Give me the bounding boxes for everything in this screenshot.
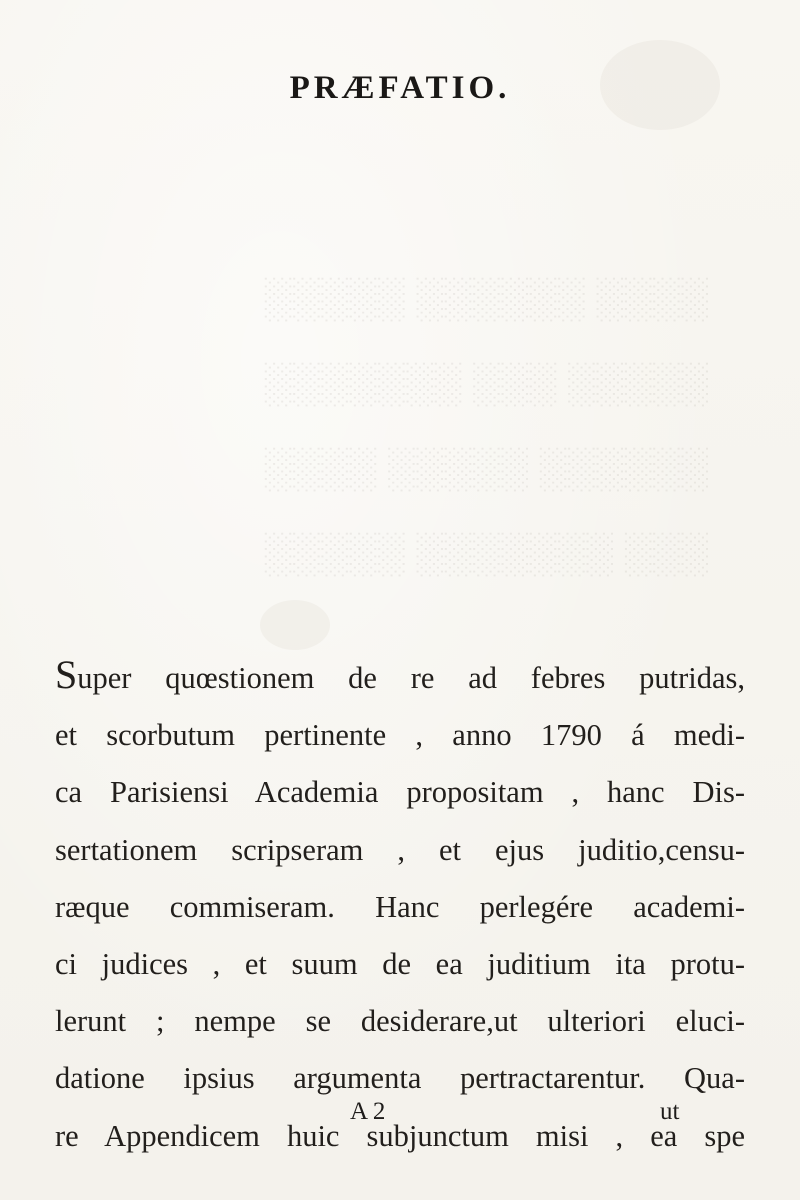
text-line: et scorbutum pertinente , anno 1790 á medi- bbox=[55, 718, 745, 753]
text-line: ca Parisiensi Academia propositam , hanc Dis- bbox=[55, 775, 745, 810]
text-line: lerunt ; nempe se desiderare,ut ulteriori eluci- bbox=[55, 1004, 745, 1039]
text-line-3 bbox=[55, 764, 745, 821]
signature-mark: A 2 bbox=[350, 1098, 386, 1125]
text-line-9 bbox=[55, 1108, 745, 1165]
text-line-1 bbox=[55, 650, 745, 707]
text-line: ræque commiseram. Hanc perlegére academi- bbox=[55, 889, 745, 924]
text-line-7 bbox=[55, 993, 745, 1050]
drop-cap: S bbox=[55, 652, 78, 697]
catchword: ut bbox=[660, 1098, 680, 1125]
text-line-5 bbox=[55, 879, 745, 936]
text-line: ci judices , et suum de ea juditium ita protu- bbox=[55, 946, 745, 981]
text-line-6 bbox=[55, 936, 745, 993]
text-line: re Appendicem huic subjunctum misi , ea spe bbox=[55, 1118, 745, 1153]
text-line-4 bbox=[55, 822, 745, 879]
page-title: PRÆFATIO. bbox=[289, 70, 511, 106]
text-line-8 bbox=[55, 1050, 745, 1107]
text-line: sertationem scripseram , et ejus juditio,censu- bbox=[55, 832, 745, 867]
text-line-2 bbox=[55, 707, 745, 764]
paper-stain bbox=[260, 600, 330, 650]
text-line: datione ipsius argumenta pertractarentur. Qua- bbox=[55, 1061, 745, 1096]
preface-paragraph bbox=[55, 650, 745, 1165]
text-line: uper quœstionem de re ad febres putridas, bbox=[77, 661, 745, 695]
show-through-shadow: ░░░░ ░░░░░░ ░░░░░ ░░░░░ ░░░ ░░░░░░░ ░░░░░░ ░░░░░ ░░░░ ░░░ ░░░░░░░ ░░░░░ bbox=[264, 275, 710, 575]
